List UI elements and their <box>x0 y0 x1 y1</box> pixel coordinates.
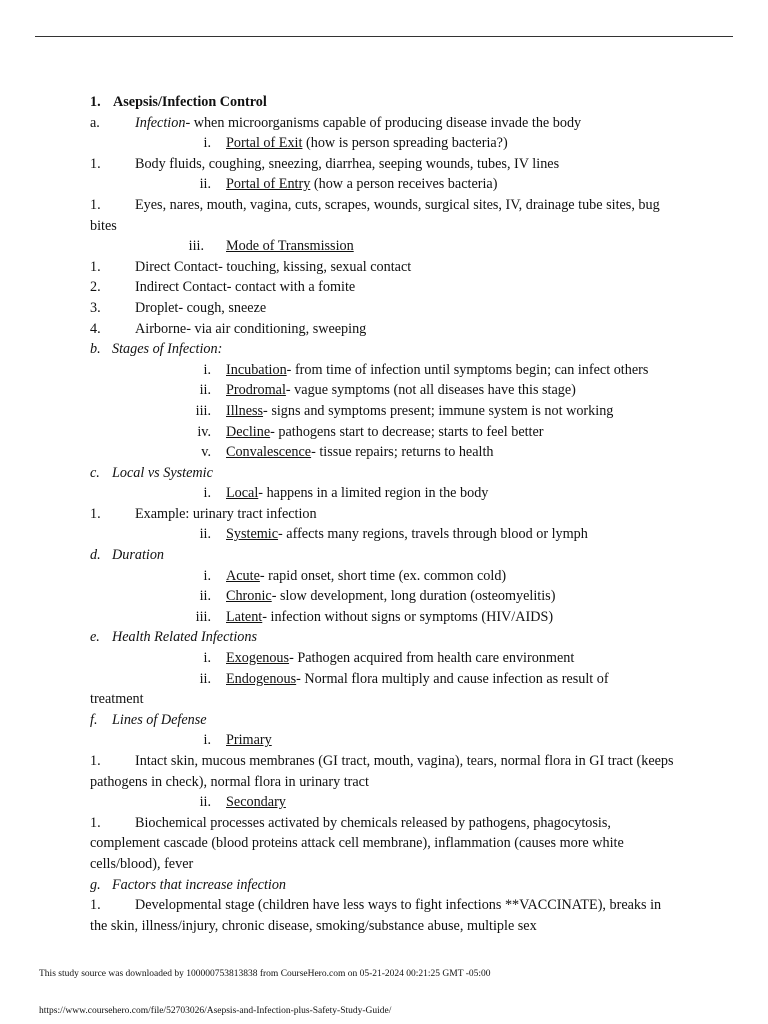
heading-text: Asepsis/Infection Control <box>113 94 267 110</box>
section-heading <box>90 92 680 113</box>
term: Convalescence <box>226 444 312 461</box>
roman-label: ii. <box>199 526 211 543</box>
portal-of-exit <box>90 133 680 154</box>
duration-item <box>90 607 680 628</box>
term: Decline <box>226 423 271 440</box>
term-desc: - rapid onset, short time (ex. common cold) <box>259 567 507 584</box>
roman-label: i. <box>203 361 211 378</box>
detail-text: Droplet- cough, sneeze <box>135 299 267 316</box>
source-url-link[interactable]: https://www.coursehero.com/file/52703026/Asepsis-and-Infection-plus-Safety-Study-Guide/ <box>39 1006 392 1016</box>
sub-title: Stages of Infection: <box>112 341 223 358</box>
term: Illness <box>226 402 264 419</box>
detail-text: Developmental stage (children have less ways to fight infections **VACCINATE), breaks in the skin, illness/injury, chronic disease, smoking/substance abuse, multiple sex <box>90 897 662 934</box>
item-a <box>90 113 680 134</box>
roman-label: iii. <box>195 402 211 419</box>
num-label: 1. <box>90 196 101 213</box>
roman-label: iv. <box>197 423 211 440</box>
term: Acute <box>226 567 260 584</box>
detail-text: Indirect Contact- contact with a fomite <box>135 279 356 296</box>
top-rule <box>35 36 733 37</box>
stage-item <box>90 422 680 443</box>
num-label: 1. <box>90 814 101 831</box>
subsection-f <box>90 710 680 731</box>
item-term: Infection <box>135 114 186 131</box>
sub-title: Health Related Infections <box>112 629 257 646</box>
roman-label: v. <box>201 444 211 461</box>
detail-text: Example: urinary tract infection <box>135 505 317 522</box>
sub-title: Local vs Systemic <box>112 464 213 481</box>
detail-text: Direct Contact- touching, kissing, sexual contact <box>135 258 412 275</box>
primary-item <box>90 730 680 751</box>
stage-item <box>90 442 680 463</box>
roman-label: i. <box>203 567 211 584</box>
num-label: 1. <box>90 753 101 769</box>
list-item <box>90 319 680 340</box>
local-detail <box>90 504 680 525</box>
download-notice: This study source was downloaded by 100000753813838 from CourseHero.com on 05-21-2024 00:21:25 GMT -05:00 <box>39 969 491 979</box>
roman-label: i. <box>203 650 211 667</box>
term-desc: - pathogens start to decrease; starts to feel better <box>270 423 544 440</box>
num-label: 1. <box>90 155 101 172</box>
sub-label: c. <box>90 464 100 481</box>
roman-label: i. <box>203 135 211 152</box>
endogenous-item <box>90 669 680 690</box>
term-desc: - signs and symptoms present; immune system is not working <box>263 402 614 419</box>
num-label: 1. <box>90 258 101 275</box>
num-label: 1. <box>90 505 101 522</box>
secondary-detail <box>90 813 680 875</box>
term: Secondary <box>226 794 286 811</box>
detail-text: Biochemical processes activated by chemicals released by pathogens, phagocytosis, complement cascade (blood proteins attack cell membrane), inflammation (causes more white cells/blood), fever <box>90 814 624 872</box>
term: Chronic <box>226 588 272 605</box>
term: Mode of Transmission <box>226 238 354 255</box>
sub-label: g. <box>90 876 101 893</box>
sub-label: e. <box>90 629 100 646</box>
term-desc: - happens in a limited region in the body <box>258 485 489 502</box>
document-body <box>90 92 680 936</box>
subsection-e <box>90 627 680 648</box>
primary-detail <box>90 751 680 792</box>
list-item <box>90 277 680 298</box>
stage-item <box>90 360 680 381</box>
term: Primary <box>226 732 272 749</box>
term: Prodromal <box>226 382 286 399</box>
term: Latent <box>226 608 263 625</box>
secondary-item <box>90 792 680 813</box>
sub-label: d. <box>90 547 101 564</box>
roman-label: ii. <box>199 382 211 399</box>
heading-number: 1. <box>90 94 101 110</box>
roman-label: i. <box>203 485 211 502</box>
endogenous-continuation <box>90 689 680 710</box>
term-desc: - infection without signs or symptoms (HIV/AIDS) <box>262 608 554 625</box>
detail-text: Airborne- via air conditioning, sweeping <box>135 320 367 337</box>
term: Incubation <box>226 361 287 378</box>
term-desc: - tissue repairs; returns to health <box>311 444 494 461</box>
roman-label: iii. <box>188 238 204 255</box>
term: Systemic <box>226 526 279 543</box>
exogenous-item <box>90 648 680 669</box>
num-label: 3. <box>90 299 101 316</box>
subsection-c <box>90 463 680 484</box>
sub-title: Duration <box>112 547 165 564</box>
term-desc: - Pathogen acquired from health care environment <box>289 650 575 667</box>
term: Local <box>226 485 259 502</box>
term: Exogenous <box>226 650 290 667</box>
term: Endogenous <box>226 670 297 687</box>
term-desc: - slow development, long duration (osteomyelitis) <box>271 588 556 605</box>
item-text: - when microorganisms capable of producing disease invade the body <box>185 114 582 131</box>
subsection-d <box>90 545 680 566</box>
roman-label: iii. <box>195 608 211 625</box>
num-label: 1. <box>90 897 101 914</box>
factors-detail <box>90 895 680 936</box>
detail-text: Eyes, nares, mouth, vagina, cuts, scrapes, wounds, surgical sites, IV, drainage tube sites, bug bites <box>90 196 660 234</box>
list-item <box>90 298 680 319</box>
subsection-g <box>90 875 680 896</box>
detail-text: Intact skin, mucous membranes (GI tract, mouth, vagina), tears, normal flora in GI tract (keeps pathogens in check), normal flora in urinary tract <box>90 753 674 790</box>
term: Portal of Entry <box>226 176 311 193</box>
duration-item <box>90 566 680 587</box>
continuation-text: treatment <box>90 691 144 708</box>
term: Portal of Exit <box>226 135 303 152</box>
duration-item <box>90 586 680 607</box>
roman-label: ii. <box>199 670 211 687</box>
roman-label: i. <box>203 732 211 749</box>
roman-label: ii. <box>199 176 211 193</box>
subsection-b <box>90 339 680 360</box>
term-desc: - affects many regions, travels through blood or lymph <box>278 526 588 543</box>
portal-of-entry <box>90 174 680 195</box>
roman-label: ii. <box>199 794 211 811</box>
local-item <box>90 483 680 504</box>
term-desc: (how is person spreading bacteria?) <box>302 135 508 152</box>
portal-of-exit-detail <box>90 154 680 175</box>
mode-of-transmission <box>90 236 680 257</box>
sub-title: Factors that increase infection <box>112 876 287 893</box>
num-label: 4. <box>90 320 101 337</box>
sub-title: Lines of Defense <box>112 711 207 728</box>
sub-label: f. <box>90 711 98 728</box>
portal-of-entry-detail <box>90 195 680 236</box>
term-desc: (how a person receives bacteria) <box>310 176 498 193</box>
sub-label: b. <box>90 341 101 358</box>
term-desc: - Normal flora multiply and cause infection as result of <box>296 670 609 687</box>
systemic-item <box>90 524 680 545</box>
stage-item <box>90 380 680 401</box>
num-label: 2. <box>90 279 101 296</box>
list-item <box>90 257 680 278</box>
stage-item <box>90 401 680 422</box>
detail-text: Body fluids, coughing, sneezing, diarrhea, seeping wounds, tubes, IV lines <box>135 155 560 172</box>
term-desc: - from time of infection until symptoms begin; can infect others <box>286 361 649 378</box>
roman-label: ii. <box>199 588 211 605</box>
term-desc: - vague symptoms (not all diseases have this stage) <box>285 382 576 399</box>
item-label: a. <box>90 114 100 131</box>
